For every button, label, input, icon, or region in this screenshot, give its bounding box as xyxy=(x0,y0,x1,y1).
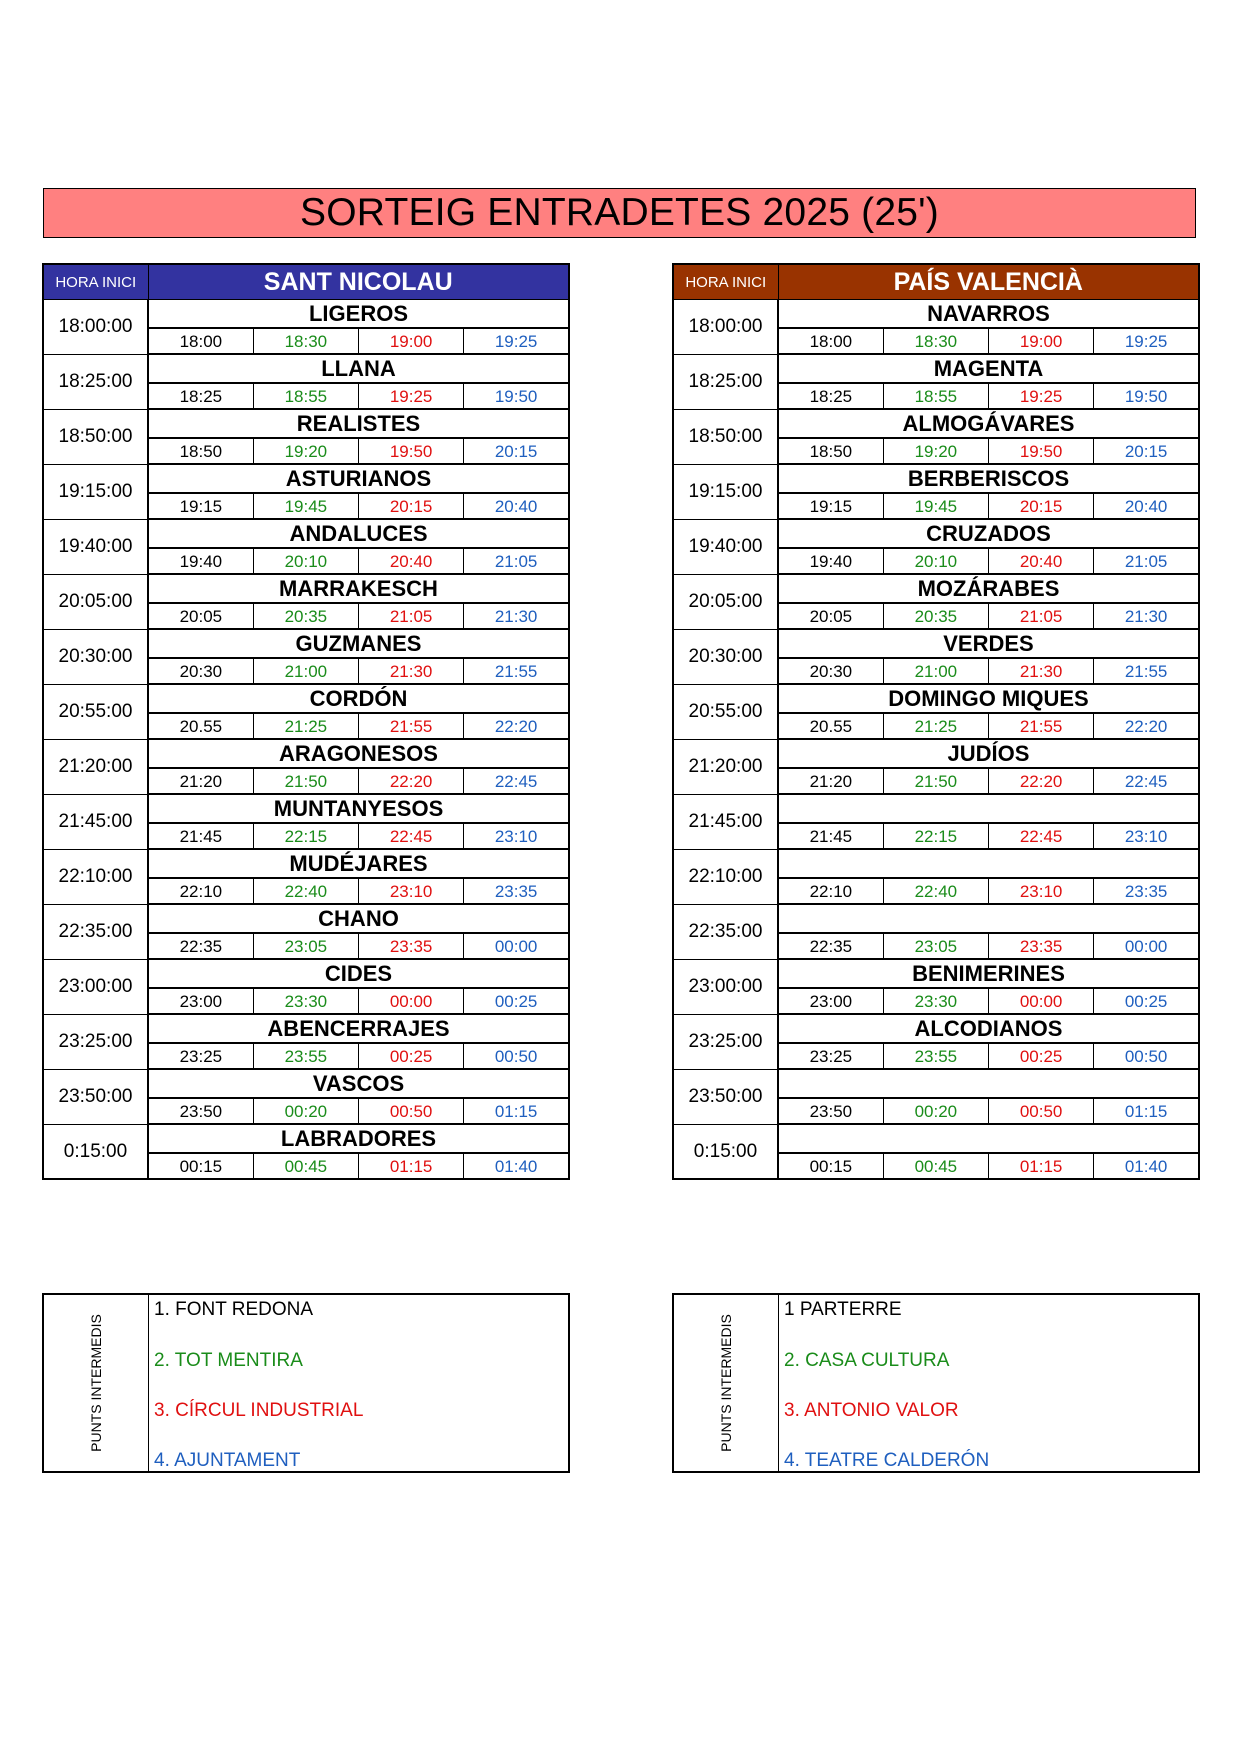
slot-time-3: 21:30 xyxy=(359,658,464,684)
slot-time-3: 19:25 xyxy=(359,383,464,409)
slot-time-4: 23:10 xyxy=(1094,823,1199,849)
schedule-row xyxy=(673,849,1199,878)
slot-time-2: 22:40 xyxy=(883,878,988,904)
comparsa-name: ABENCERRAJES xyxy=(148,1014,569,1043)
slot-time-4: 19:50 xyxy=(1094,383,1199,409)
comparsa-name: LIGEROS xyxy=(148,300,569,329)
schedule-row xyxy=(673,409,1199,438)
slot-time-2: 20:10 xyxy=(883,548,988,574)
slot-time-1: 23:00 xyxy=(778,988,883,1014)
slot-time-1: 20:30 xyxy=(148,658,253,684)
slot-time-4: 20:40 xyxy=(1094,493,1199,519)
comparsa-name: MAGENTA xyxy=(778,354,1199,383)
slot-time-2: 22:15 xyxy=(883,823,988,849)
slot-time-1: 19:15 xyxy=(778,493,883,519)
schedule-row xyxy=(673,684,1199,713)
start-time: 20:30:00 xyxy=(673,629,778,684)
slot-time-1: 18:50 xyxy=(148,438,253,464)
schedule-row xyxy=(673,464,1199,493)
slot-time-2: 18:30 xyxy=(883,328,988,354)
slot-time-3: 22:20 xyxy=(989,768,1094,794)
schedule-row xyxy=(43,409,569,438)
slot-time-4: 19:50 xyxy=(464,383,569,409)
slot-time-2: 23:05 xyxy=(883,933,988,959)
slot-time-3: 23:10 xyxy=(989,878,1094,904)
schedule-row xyxy=(43,464,569,493)
start-time: 18:25:00 xyxy=(673,354,778,409)
schedule-row xyxy=(43,574,569,603)
slot-time-1: 23:25 xyxy=(778,1043,883,1069)
district-name: PAÍS VALENCIÀ xyxy=(778,264,1199,300)
start-time: 19:40:00 xyxy=(673,519,778,574)
schedule-row xyxy=(43,629,569,658)
start-time: 22:35:00 xyxy=(673,904,778,959)
schedule-row xyxy=(673,629,1199,658)
start-time: 19:15:00 xyxy=(43,464,148,519)
start-time: 21:45:00 xyxy=(673,794,778,849)
slot-time-2: 20:35 xyxy=(883,603,988,629)
slot-time-3: 21:05 xyxy=(989,603,1094,629)
slot-time-3: 19:00 xyxy=(359,328,464,354)
schedule-pais-valencia xyxy=(672,263,1200,1180)
slot-time-4: 22:45 xyxy=(464,768,569,794)
slot-time-2: 00:20 xyxy=(883,1098,988,1124)
start-time: 23:25:00 xyxy=(673,1014,778,1069)
comparsa-name: DOMINGO MIQUES xyxy=(778,684,1199,713)
legend-side-label: PUNTS INTERMEDIS xyxy=(44,1295,149,1471)
slot-time-1: 21:45 xyxy=(148,823,253,849)
slot-time-2: 21:00 xyxy=(253,658,358,684)
slot-time-4: 20:15 xyxy=(464,438,569,464)
comparsa-name: MUNTANYESOS xyxy=(148,794,569,823)
slot-time-3: 19:00 xyxy=(989,328,1094,354)
start-time: 22:10:00 xyxy=(43,849,148,904)
slot-time-2: 22:40 xyxy=(253,878,358,904)
schedule-row xyxy=(43,849,569,878)
slot-time-2: 18:55 xyxy=(883,383,988,409)
slot-time-2: 23:55 xyxy=(253,1043,358,1069)
start-time: 20:30:00 xyxy=(43,629,148,684)
comparsa-name: CHANO xyxy=(148,904,569,933)
schedule-row xyxy=(43,519,569,548)
slot-time-1: 20:30 xyxy=(778,658,883,684)
slot-time-3: 20:40 xyxy=(989,548,1094,574)
schedule-row xyxy=(673,1124,1199,1153)
legend-punts-intermedis-left xyxy=(42,1293,570,1473)
start-time: 20:55:00 xyxy=(43,684,148,739)
comparsa-name: VASCOS xyxy=(148,1069,569,1098)
schedule-row xyxy=(43,1124,569,1153)
slot-time-2: 00:20 xyxy=(253,1098,358,1124)
slot-time-4: 21:05 xyxy=(1094,548,1199,574)
slot-time-2: 19:45 xyxy=(253,493,358,519)
start-time: 20:05:00 xyxy=(43,574,148,629)
schedule-row xyxy=(673,519,1199,548)
comparsa-name: LABRADORES xyxy=(148,1124,569,1153)
slot-time-2: 23:30 xyxy=(253,988,358,1014)
schedule-row xyxy=(673,739,1199,768)
schedule-row xyxy=(673,574,1199,603)
schedule-row xyxy=(43,354,569,383)
slot-time-3: 23:35 xyxy=(359,933,464,959)
slot-time-4: 21:55 xyxy=(464,658,569,684)
start-time: 0:15:00 xyxy=(673,1124,778,1179)
slot-time-1: 18:25 xyxy=(148,383,253,409)
slot-time-2: 19:20 xyxy=(883,438,988,464)
slot-time-3: 21:05 xyxy=(359,603,464,629)
slot-time-4: 19:25 xyxy=(1094,328,1199,354)
slot-time-3: 23:10 xyxy=(359,878,464,904)
start-time: 18:50:00 xyxy=(673,409,778,464)
schedule-row xyxy=(43,684,569,713)
slot-time-1: 21:20 xyxy=(148,768,253,794)
comparsa-name: GUZMANES xyxy=(148,629,569,658)
slot-time-1: 22:35 xyxy=(148,933,253,959)
schedule-row xyxy=(673,794,1199,823)
slot-time-4: 00:50 xyxy=(1094,1043,1199,1069)
comparsa-name xyxy=(778,904,1199,933)
legend-point-2: 2. CASA CULTURA xyxy=(784,1350,950,1371)
slot-time-2: 00:45 xyxy=(883,1153,988,1179)
legend-point-1: 1. FONT REDONA xyxy=(154,1299,314,1320)
district-name: SANT NICOLAU xyxy=(148,264,569,300)
slot-time-4: 01:15 xyxy=(1094,1098,1199,1124)
slot-time-4: 21:05 xyxy=(464,548,569,574)
slot-time-4: 01:15 xyxy=(464,1098,569,1124)
start-time: 18:50:00 xyxy=(43,409,148,464)
slot-time-4: 20:40 xyxy=(464,493,569,519)
comparsa-name: ANDALUCES xyxy=(148,519,569,548)
slot-time-4: 23:35 xyxy=(464,878,569,904)
comparsa-name: CORDÓN xyxy=(148,684,569,713)
slot-time-3: 22:45 xyxy=(359,823,464,849)
slot-time-4: 23:35 xyxy=(1094,878,1199,904)
legend-point-3: 3. ANTONIO VALOR xyxy=(784,1400,959,1421)
slot-time-4: 01:40 xyxy=(464,1153,569,1179)
comparsa-name: MOZÁRABES xyxy=(778,574,1199,603)
start-time: 23:00:00 xyxy=(43,959,148,1014)
start-time: 23:25:00 xyxy=(43,1014,148,1069)
start-time: 18:25:00 xyxy=(43,354,148,409)
schedule-sant-nicolau xyxy=(42,263,570,1180)
slot-time-3: 19:50 xyxy=(989,438,1094,464)
slot-time-3: 22:20 xyxy=(359,768,464,794)
hora-inici-header: HORA INICI xyxy=(673,264,778,300)
slot-time-3: 19:50 xyxy=(359,438,464,464)
slot-time-1: 23:50 xyxy=(778,1098,883,1124)
slot-time-1: 18:00 xyxy=(148,328,253,354)
slot-time-3: 20:15 xyxy=(359,493,464,519)
schedule-row xyxy=(43,1069,569,1098)
slot-time-4: 01:40 xyxy=(1094,1153,1199,1179)
slot-time-2: 19:20 xyxy=(253,438,358,464)
slot-time-1: 23:50 xyxy=(148,1098,253,1124)
slot-time-2: 22:15 xyxy=(253,823,358,849)
slot-time-4: 00:25 xyxy=(1094,988,1199,1014)
comparsa-name: NAVARROS xyxy=(778,300,1199,329)
slot-time-3: 23:35 xyxy=(989,933,1094,959)
schedule-row xyxy=(673,1069,1199,1098)
start-time: 23:50:00 xyxy=(43,1069,148,1124)
slot-time-4: 19:25 xyxy=(464,328,569,354)
slot-time-3: 00:00 xyxy=(359,988,464,1014)
comparsa-name: BENIMERINES xyxy=(778,959,1199,988)
schedule-row xyxy=(43,959,569,988)
start-time: 23:00:00 xyxy=(673,959,778,1014)
start-time: 19:15:00 xyxy=(673,464,778,519)
slot-time-3: 21:55 xyxy=(359,713,464,739)
comparsa-name: CIDES xyxy=(148,959,569,988)
slot-time-3: 21:30 xyxy=(989,658,1094,684)
slot-time-2: 21:50 xyxy=(883,768,988,794)
slot-time-3: 00:50 xyxy=(989,1098,1094,1124)
comparsa-name xyxy=(778,1069,1199,1098)
legend-side-label: PUNTS INTERMEDIS xyxy=(674,1295,779,1471)
schedule-row xyxy=(673,959,1199,988)
slot-time-4: 20:15 xyxy=(1094,438,1199,464)
comparsa-name: ASTURIANOS xyxy=(148,464,569,493)
slot-time-2: 21:00 xyxy=(883,658,988,684)
start-time: 0:15:00 xyxy=(43,1124,148,1179)
slot-time-3: 20:40 xyxy=(359,548,464,574)
slot-time-4: 00:00 xyxy=(1094,933,1199,959)
slot-time-4: 21:55 xyxy=(1094,658,1199,684)
slot-time-2: 23:05 xyxy=(253,933,358,959)
slot-time-3: 01:15 xyxy=(359,1153,464,1179)
slot-time-2: 20:35 xyxy=(253,603,358,629)
legend-point-2: 2. TOT MENTIRA xyxy=(154,1350,303,1371)
slot-time-2: 23:30 xyxy=(883,988,988,1014)
slot-time-1: 19:40 xyxy=(148,548,253,574)
slot-time-4: 00:25 xyxy=(464,988,569,1014)
comparsa-name: ALCODIANOS xyxy=(778,1014,1199,1043)
legend-point-3: 3. CÍRCUL INDUSTRIAL xyxy=(154,1400,364,1421)
start-time: 21:20:00 xyxy=(673,739,778,794)
comparsa-name: JUDÍOS xyxy=(778,739,1199,768)
slot-time-2: 18:30 xyxy=(253,328,358,354)
start-time: 20:55:00 xyxy=(673,684,778,739)
comparsa-name: ARAGONESOS xyxy=(148,739,569,768)
slot-time-2: 23:55 xyxy=(883,1043,988,1069)
start-time: 23:50:00 xyxy=(673,1069,778,1124)
slot-time-3: 20:15 xyxy=(989,493,1094,519)
slot-time-3: 00:25 xyxy=(989,1043,1094,1069)
hora-inici-header: HORA INICI xyxy=(43,264,148,300)
slot-time-4: 22:20 xyxy=(1094,713,1199,739)
comparsa-name: CRUZADOS xyxy=(778,519,1199,548)
slot-time-1: 18:00 xyxy=(778,328,883,354)
start-time: 18:00:00 xyxy=(43,300,148,355)
slot-time-2: 21:25 xyxy=(883,713,988,739)
slot-time-2: 21:25 xyxy=(253,713,358,739)
comparsa-name: REALISTES xyxy=(148,409,569,438)
start-time: 21:20:00 xyxy=(43,739,148,794)
slot-time-1: 20.55 xyxy=(148,713,253,739)
slot-time-3: 00:00 xyxy=(989,988,1094,1014)
slot-time-3: 19:25 xyxy=(989,383,1094,409)
slot-time-1: 18:50 xyxy=(778,438,883,464)
schedule-row xyxy=(673,354,1199,383)
slot-time-2: 20:10 xyxy=(253,548,358,574)
slot-time-1: 18:25 xyxy=(778,383,883,409)
start-time: 22:10:00 xyxy=(673,849,778,904)
schedule-row xyxy=(43,300,569,329)
slot-time-4: 22:20 xyxy=(464,713,569,739)
slot-time-1: 21:20 xyxy=(778,768,883,794)
slot-time-3: 22:45 xyxy=(989,823,1094,849)
slot-time-3: 21:55 xyxy=(989,713,1094,739)
slot-time-4: 21:30 xyxy=(1094,603,1199,629)
comparsa-name: MARRAKESCH xyxy=(148,574,569,603)
slot-time-1: 22:10 xyxy=(148,878,253,904)
schedule-row xyxy=(673,300,1199,329)
schedule-row xyxy=(43,739,569,768)
slot-time-1: 23:25 xyxy=(148,1043,253,1069)
start-time: 21:45:00 xyxy=(43,794,148,849)
slot-time-1: 22:10 xyxy=(778,878,883,904)
slot-time-2: 00:45 xyxy=(253,1153,358,1179)
schedule-row xyxy=(673,1014,1199,1043)
slot-time-1: 00:15 xyxy=(148,1153,253,1179)
legend-point-1: 1 PARTERRE xyxy=(784,1299,902,1320)
comparsa-name xyxy=(778,794,1199,823)
slot-time-1: 19:15 xyxy=(148,493,253,519)
slot-time-1: 00:15 xyxy=(778,1153,883,1179)
slot-time-1: 21:45 xyxy=(778,823,883,849)
slot-time-3: 00:50 xyxy=(359,1098,464,1124)
slot-time-1: 22:35 xyxy=(778,933,883,959)
start-time: 22:35:00 xyxy=(43,904,148,959)
start-time: 18:00:00 xyxy=(673,300,778,355)
start-time: 19:40:00 xyxy=(43,519,148,574)
slot-time-1: 20:05 xyxy=(148,603,253,629)
slot-time-1: 23:00 xyxy=(148,988,253,1014)
comparsa-name xyxy=(778,1124,1199,1153)
comparsa-name xyxy=(778,849,1199,878)
slot-time-3: 01:15 xyxy=(989,1153,1094,1179)
slot-time-2: 19:45 xyxy=(883,493,988,519)
slot-time-3: 00:25 xyxy=(359,1043,464,1069)
slot-time-4: 23:10 xyxy=(464,823,569,849)
slot-time-4: 22:45 xyxy=(1094,768,1199,794)
slot-time-4: 00:50 xyxy=(464,1043,569,1069)
page-title: SORTEIG ENTRADETES 2025 (25') xyxy=(43,188,1196,238)
slot-time-2: 18:55 xyxy=(253,383,358,409)
legend-point-4: 4. AJUNTAMENT xyxy=(154,1450,301,1471)
schedule-row xyxy=(43,1014,569,1043)
slot-time-4: 00:00 xyxy=(464,933,569,959)
comparsa-name: LLANA xyxy=(148,354,569,383)
start-time: 20:05:00 xyxy=(673,574,778,629)
slot-time-1: 20:05 xyxy=(778,603,883,629)
slot-time-1: 20.55 xyxy=(778,713,883,739)
slot-time-2: 21:50 xyxy=(253,768,358,794)
slot-time-4: 21:30 xyxy=(464,603,569,629)
schedule-row xyxy=(43,904,569,933)
legend-punts-intermedis-right xyxy=(672,1293,1200,1473)
slot-time-1: 19:40 xyxy=(778,548,883,574)
legend-point-4: 4. TEATRE CALDERÓN xyxy=(784,1450,990,1471)
comparsa-name: MUDÉJARES xyxy=(148,849,569,878)
schedule-row xyxy=(43,794,569,823)
comparsa-name: ALMOGÁVARES xyxy=(778,409,1199,438)
comparsa-name: VERDES xyxy=(778,629,1199,658)
schedule-row xyxy=(673,904,1199,933)
comparsa-name: BERBERISCOS xyxy=(778,464,1199,493)
